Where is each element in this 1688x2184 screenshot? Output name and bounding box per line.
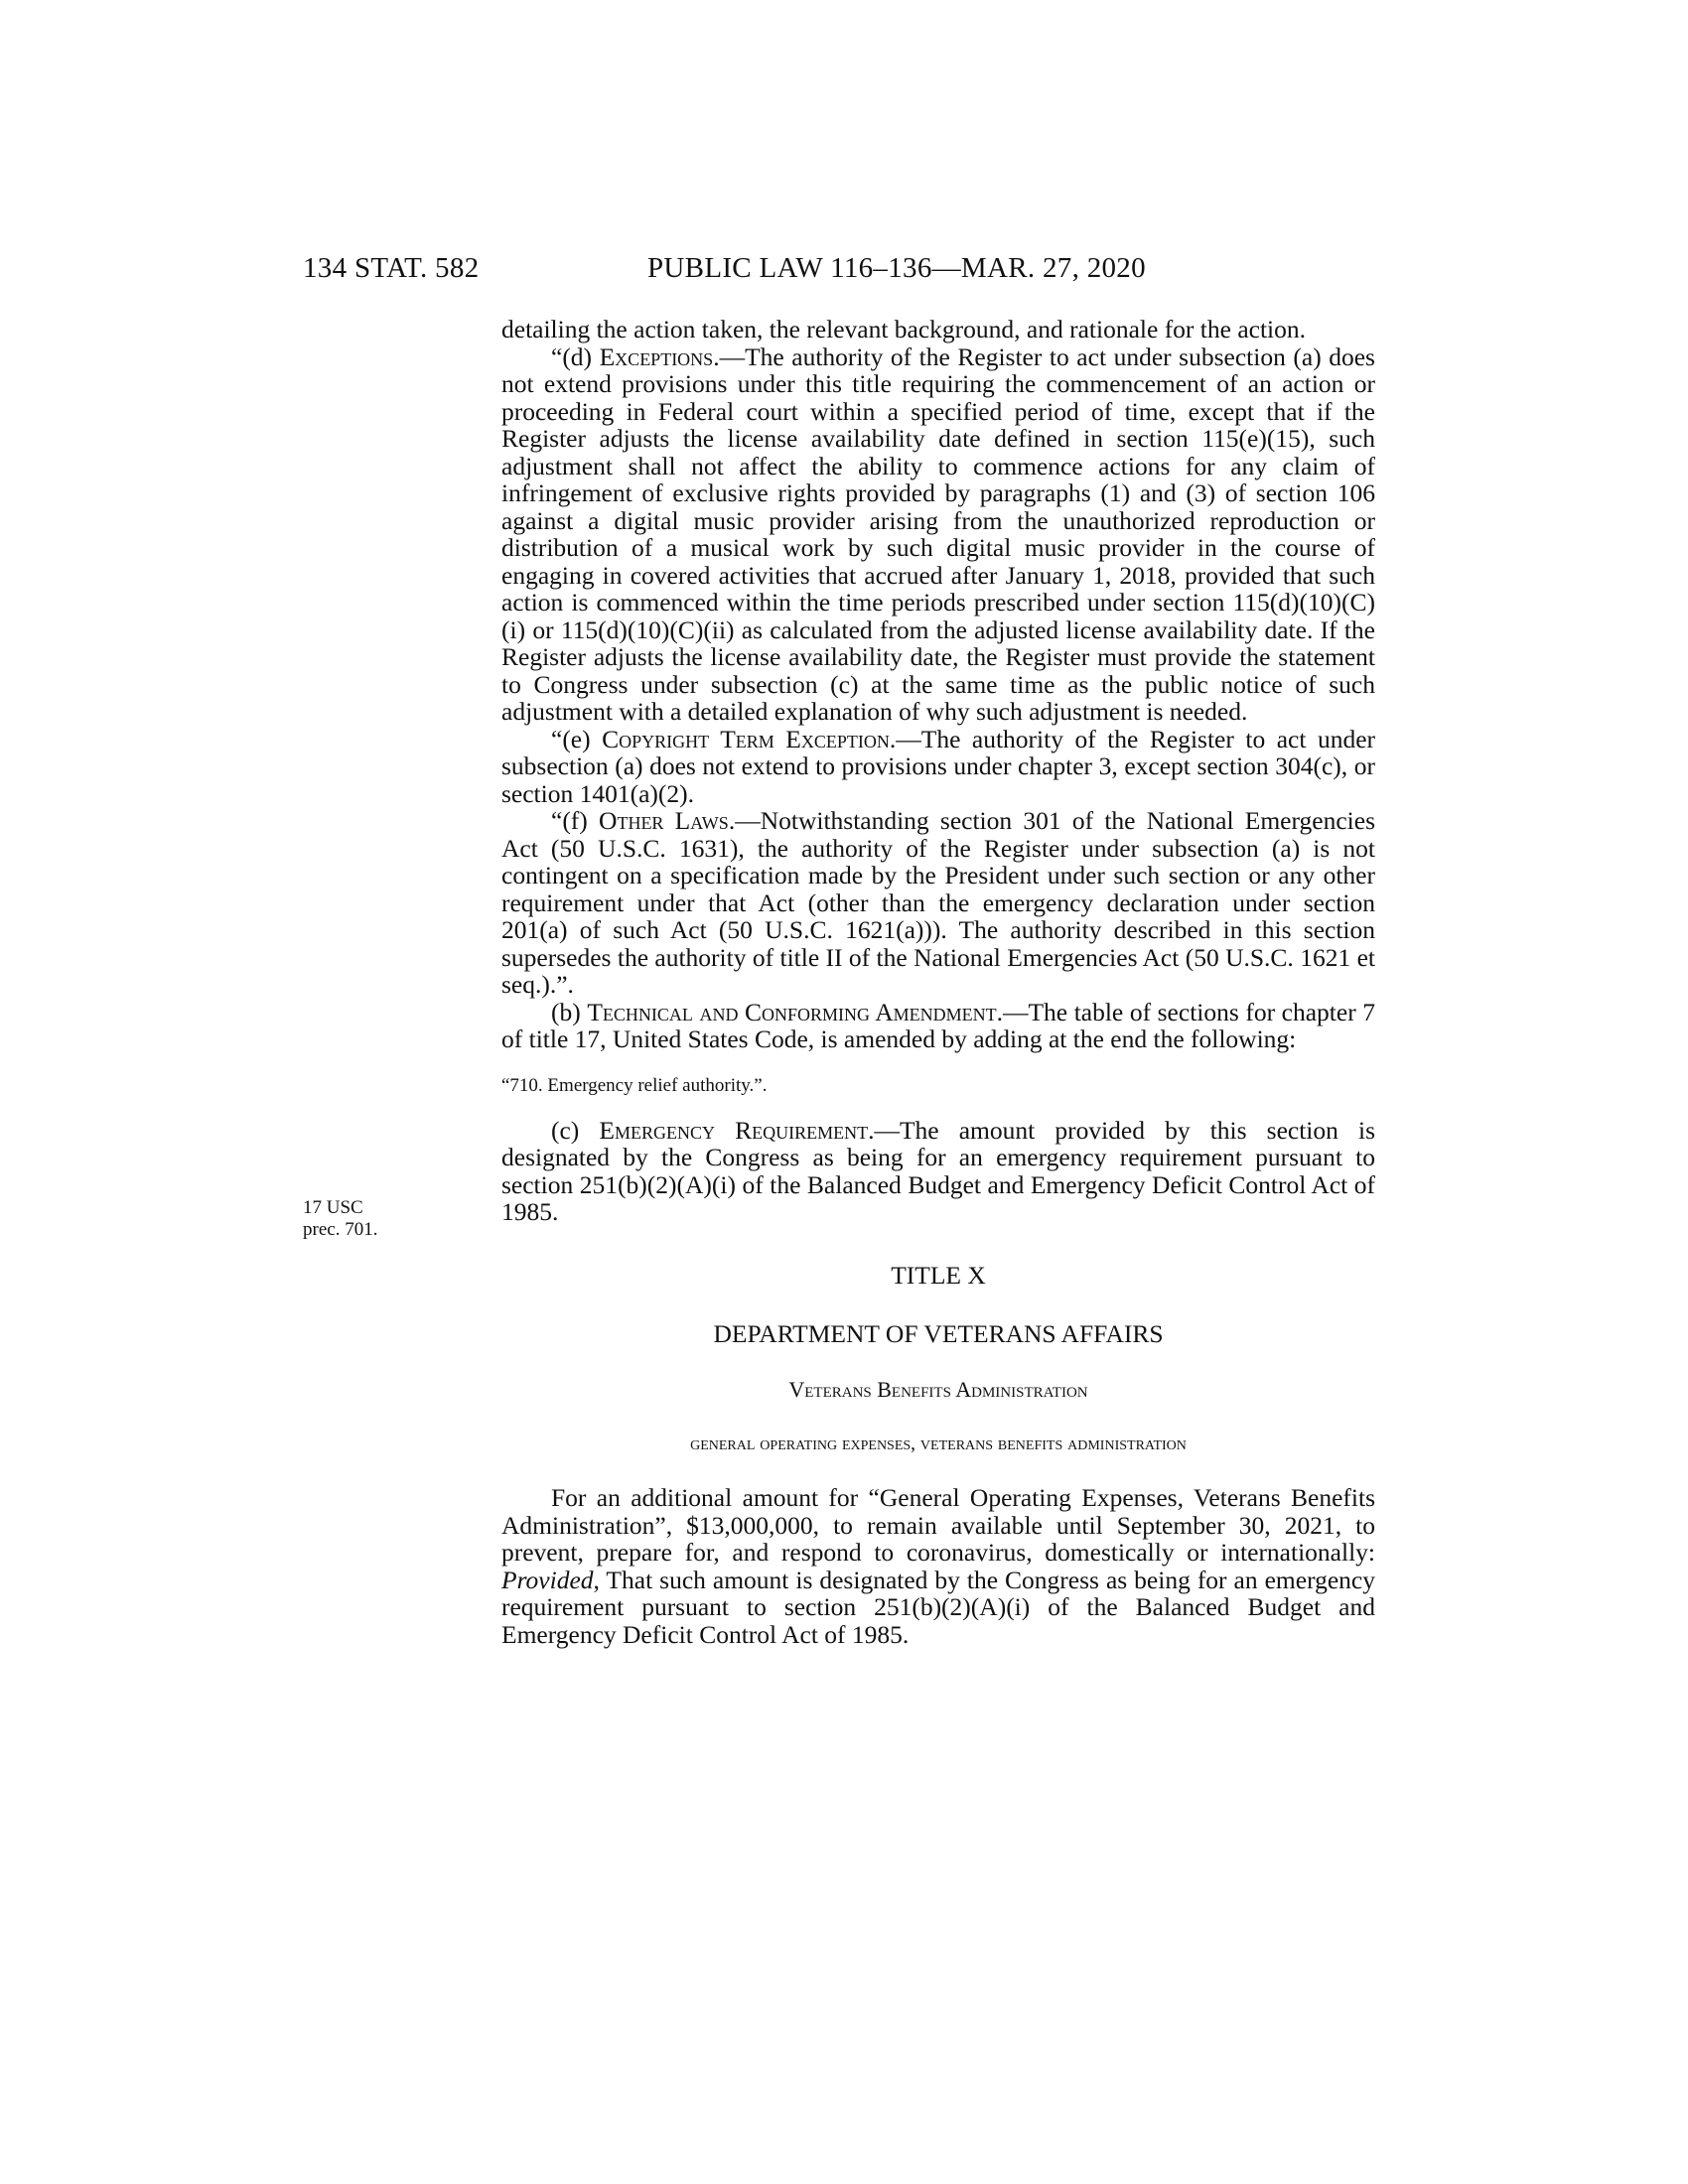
continued-paragraph: detailing the action taken, the relevant background, and rationale for the action.	[501, 315, 1307, 343]
margin-citation-line-2: prec. 701.	[303, 1219, 378, 1240]
agency-heading: Veterans Benefits Administration	[788, 1376, 1088, 1402]
statute-page-reference: 134 STAT. 582	[303, 252, 480, 284]
subsection-b-technical-amendment	[501, 999, 1375, 1053]
subsection-d-exceptions	[501, 343, 1375, 726]
subsection-d-open: “(d)	[551, 341, 600, 371]
subsection-f-text: .—Notwithstanding section 301 of the National Emergencies Act (50 U.S.C. 1631), the authority of the Register under subsection (a) is not contingent on a specification made by the President under such section or any other requirement under that Act (other than the emergency declaration under section 201(a) of such Act (50 U.S.C. 1621(a))). The authority described in this section supersedes the authority of title II of the National Emergencies Act (50 U.S.C. 1621 et seq.).”.	[501, 806, 1375, 999]
running-header: PUBLIC LAW 116–136—MAR. 27, 2020	[647, 252, 1146, 284]
subsection-c-text: .—The amount provided by this section is designated by the Congress as being for an emergency requirement pursuant to section 251(b)(2)(A)(i) of the Balanced Budget and Emergency Deficit Control Act of 1985.	[501, 1115, 1375, 1226]
provided-term: Provided	[501, 1565, 594, 1594]
appropriation-paragraph	[501, 1484, 1375, 1648]
subsection-b-open: (b)	[551, 997, 588, 1026]
main-text-column	[501, 316, 1375, 1648]
subsection-e-heading: Copyright Term Exception	[602, 724, 890, 753]
subsection-c-emergency-requirement	[501, 1117, 1375, 1226]
subsection-e-text: .—The authority of the Register to act under subsection (a) does not extend to provisions under chapter 3, except section 304(c), or section 1401(a)(2).	[501, 724, 1376, 808]
appropriation-text-before: For an additional amount for “General Operating Expenses, Veterans Benefits Administration”, $13,000,000, to remain available until September 30, 2021, to prevent, prepare for, and respond to coronavirus, domestically or internationally:	[501, 1483, 1375, 1567]
subsection-d-heading: Exceptions	[599, 341, 714, 371]
title-heading: TITLE X	[891, 1260, 986, 1290]
subsection-c-heading: Emergency Requirement	[599, 1115, 869, 1145]
margin-citation	[303, 1197, 377, 1241]
account-heading: general operating expenses, veterans benefits administration	[690, 1433, 1187, 1454]
subsection-f-open: “(f)	[551, 806, 600, 835]
margin-citation-line-1: 17 USC	[303, 1197, 363, 1218]
subsection-f-other-laws	[501, 807, 1375, 999]
appropriation-text-after: , That such amount is designated by the Congress as being for an emergency requirement pursuant to section 251(b)(2)(A)(i) of the Balanced Budget and Emergency Deficit Control Act of 1985.	[501, 1565, 1375, 1649]
department-heading: DEPARTMENT OF VETERANS AFFAIRS	[713, 1319, 1164, 1348]
subsection-d-text: .—The authority of the Register to act under subsection (a) does not extend provisions under this title requiring the commencement of an action or proceeding in Federal court within a specified period of time, except that if the Register adjusts the license availability date defined in section 115(e)(15), such adjustment shall not affect the ability to commence actions for any claim of infringement of exclusive rights provided by paragraphs (1) and (3) of section 106 against a digital music provider arising from the unauthorized reproduction or distribution of a musical work by such digital music provider in the course of engaging in covered activities that accrued after January 1, 2018, provided that such action is commenced within the time periods prescribed under section 115(d)(10)(C)(i) or 115(d)(10)(C)(ii) as calculated from the adjusted license availability date. If the Register adjusts the license availability date, the Register must provide the statement to Congress under subsection (c) at the same time as the public notice of such adjustment with a detailed explanation of why such adjustment is needed.	[501, 341, 1375, 726]
subsection-e-copyright-term	[501, 726, 1375, 808]
subsection-b-heading: Technical and Conforming Amendment	[587, 997, 997, 1026]
subsection-b-text: .—The table of sections for chapter 7 of title 17, United States Code, is amended by adding at the end the following:	[501, 997, 1376, 1053]
subsection-f-heading: Other Laws	[599, 806, 729, 835]
subsection-e-open: “(e)	[551, 724, 603, 753]
subsection-c-open: (c)	[551, 1115, 600, 1145]
table-of-sections-entry: “710. Emergency relief authority.”.	[501, 1074, 768, 1096]
